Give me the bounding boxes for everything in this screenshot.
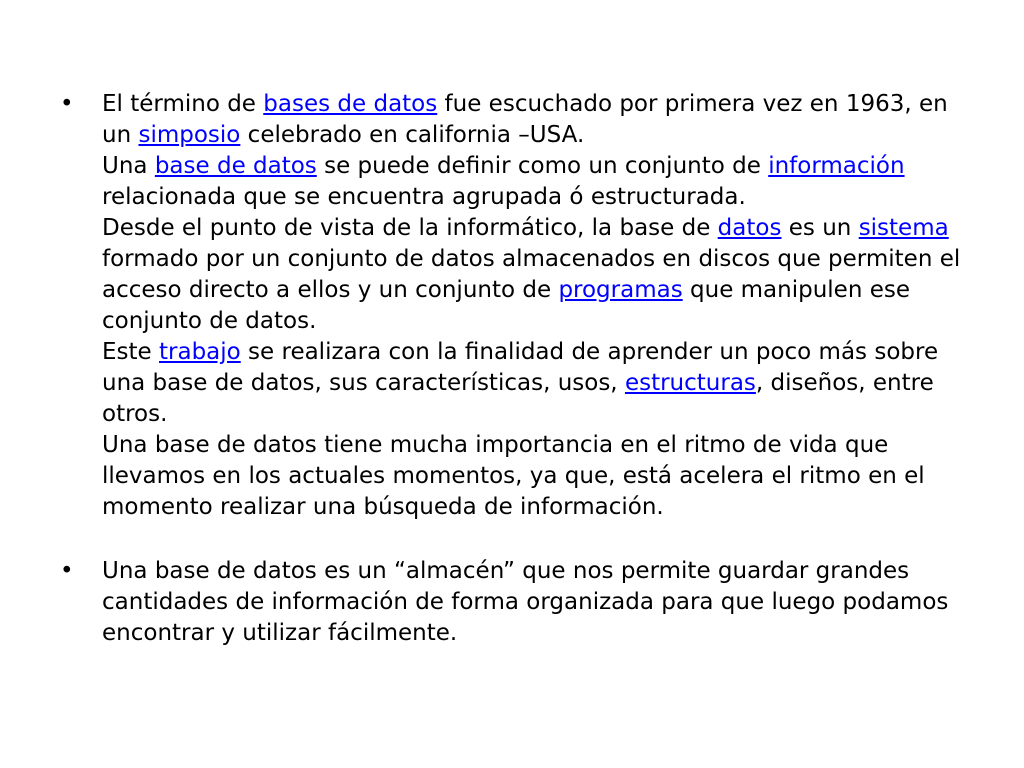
text-run: se realizara con la finalidad de aprender un poco más sobre una base de datos, sus características, usos,: [102, 339, 939, 396]
text-run: relacionada que se encuentra agrupada ó estructurada.: [102, 184, 746, 210]
text-run: Una base de datos es un “almacén” que nos permite guardar grandes cantidades de información de forma organizada para que luego podamos encontrar y utilizar fácilmente.: [102, 558, 949, 646]
text-run: Una base de datos tiene mucha importancia en el ritmo de vida que llevamos en los actuales momentos, ya que, está acelera el ritmo en el momento realizar una búsqueda de información.: [102, 432, 925, 520]
bullet-item-2: [60, 556, 980, 649]
text-run: El término de: [102, 91, 264, 117]
paragraph-5: [102, 430, 980, 523]
text-run: , diseños, entre otros.: [102, 370, 934, 427]
text-run: fue escuchado por primera vez en 1963, en un: [102, 91, 948, 148]
link-datos[interactable]: datos: [717, 215, 782, 241]
paragraph-1: [102, 89, 980, 151]
text-run: Este: [102, 339, 159, 365]
paragraph-2: [102, 151, 980, 213]
text-run: Una: [102, 153, 155, 179]
link-estructuras[interactable]: estructuras: [624, 370, 756, 396]
link-programas[interactable]: programas: [558, 277, 683, 303]
text-run: celebrado en california –USA.: [240, 122, 585, 148]
link-informacion[interactable]: información: [768, 153, 905, 179]
paragraph-4: [102, 337, 980, 430]
link-bases-de-datos[interactable]: bases de datos: [263, 91, 438, 117]
bullet-icon: •: [60, 91, 74, 117]
link-trabajo[interactable]: trabajo: [159, 339, 241, 365]
paragraph-3: [102, 213, 980, 337]
bullet-item-1: [60, 89, 980, 523]
paragraph-6: [102, 556, 980, 649]
text-run: Desde el punto de vista de la informático, la base de: [102, 215, 718, 241]
text-run: se puede definir como un conjunto de: [316, 153, 769, 179]
link-base-de-datos[interactable]: base de datos: [154, 153, 317, 179]
text-run: que manipulen ese conjunto de datos.: [102, 277, 911, 334]
bullet-list: [60, 89, 980, 649]
bullet-icon: •: [60, 558, 74, 584]
link-simposio[interactable]: simposio: [138, 122, 241, 148]
text-run: es un: [781, 215, 859, 241]
link-sistema[interactable]: sistema: [858, 215, 949, 241]
text-run: formado por un conjunto de datos almacenados en discos que permiten el acceso directo a ellos y un conjunto de: [102, 246, 961, 303]
